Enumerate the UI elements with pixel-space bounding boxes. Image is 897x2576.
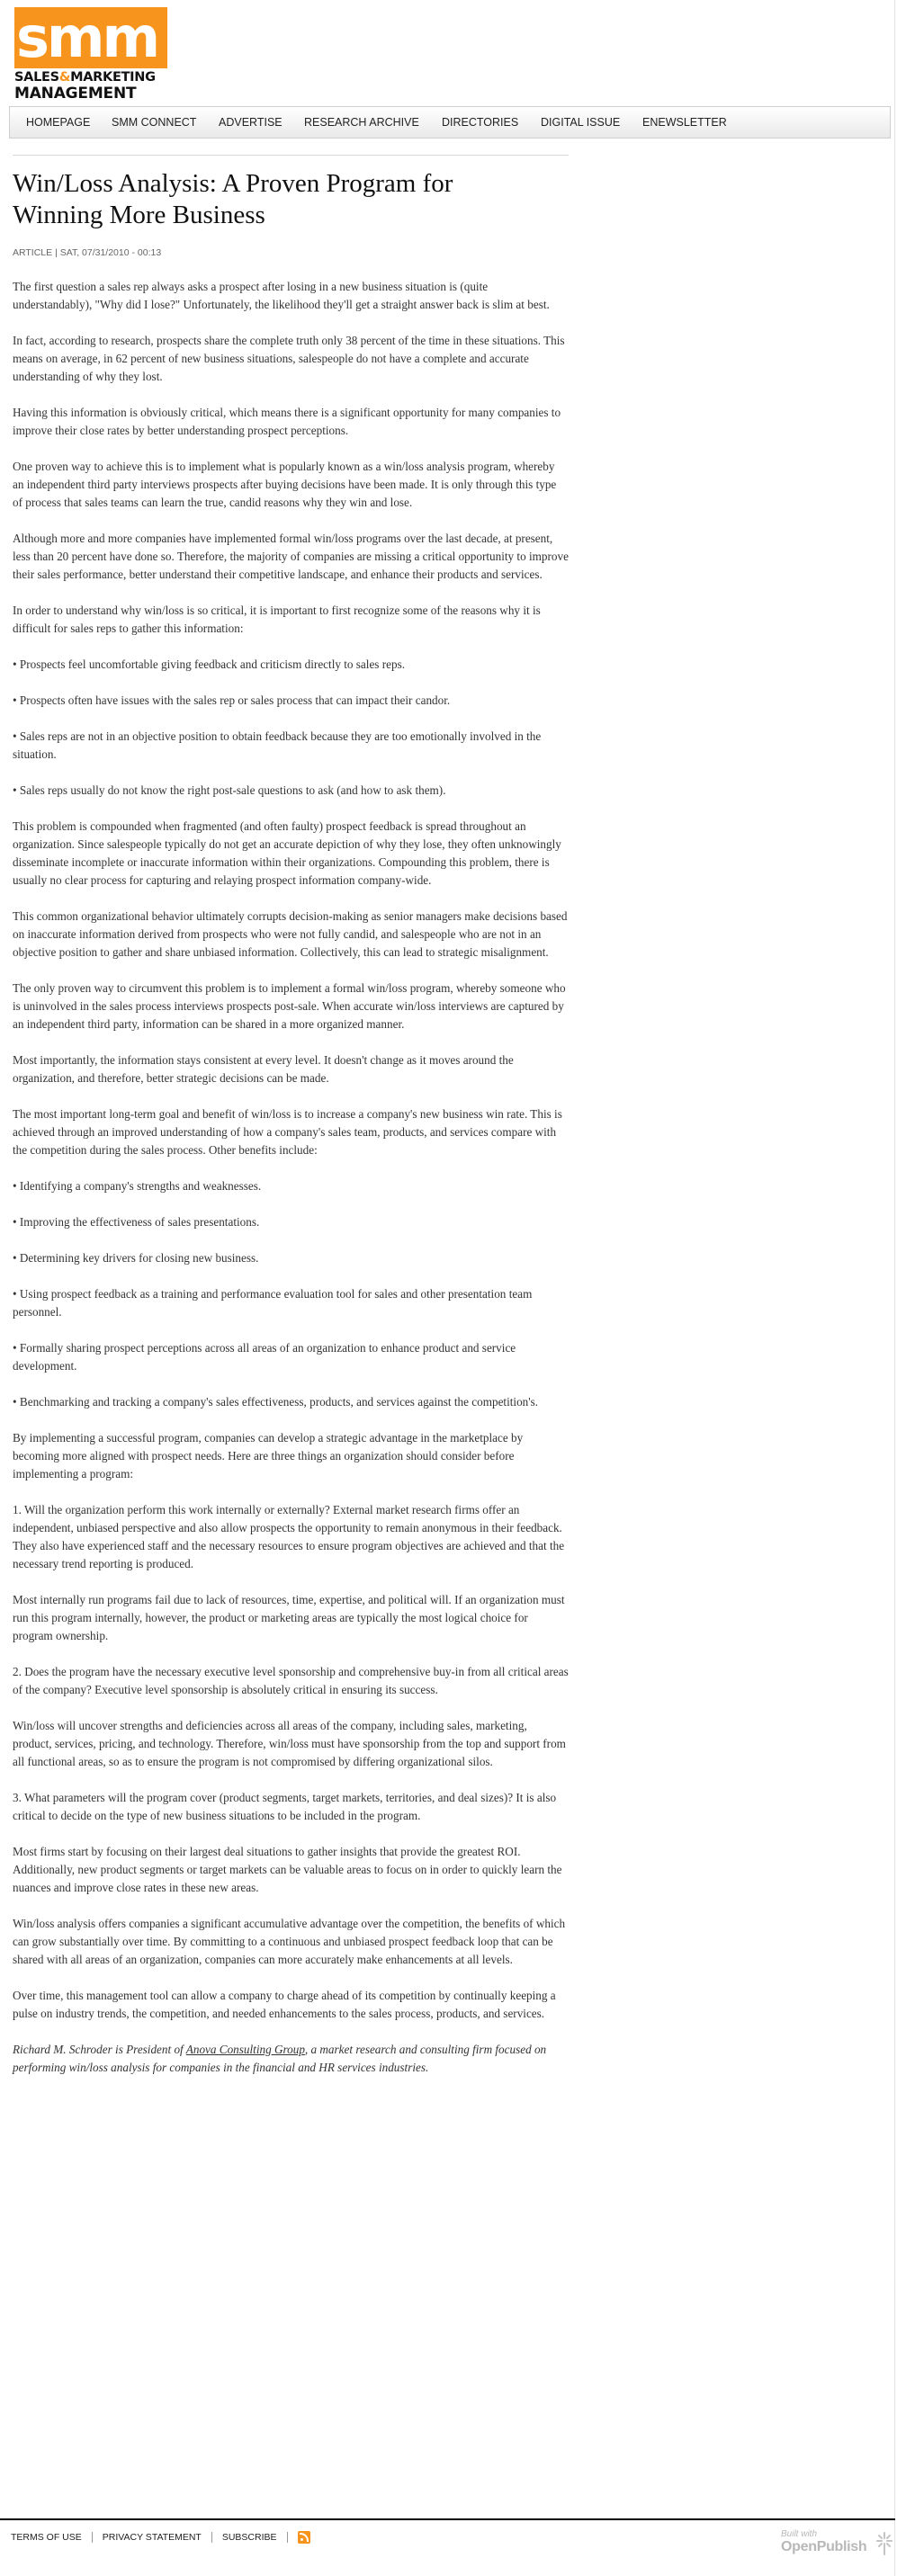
main-nav xyxy=(9,106,891,139)
article-bullet: • Prospects feel uncomfortable giving feedback and criticism directly to sales reps. xyxy=(13,657,405,671)
article-paragraph: Most internally run programs fail due to lack of resources, time, expertise, and political will. If an organization must run this program internally, however, the product or marketing areas are typically the most logical choice for program ownership. xyxy=(13,1593,565,1642)
article-paragraph: This common organizational behavior ultimately corrupts decision-making as senior managers make decisions based on inaccurate information derived from prospects who were not fully candid, and salespeople who are not in an objective position to gather and share unbiased information. Collectively, this can lead to strategic misalignment. xyxy=(13,909,568,959)
nav-smm-connect[interactable]: SMM CONNECT xyxy=(112,116,197,129)
article-bullet: • Sales reps usually do not know the right post-sale questions to ask (and how to ask them). xyxy=(13,783,446,797)
footer-separator xyxy=(287,2532,288,2543)
footer-privacy-statement-link[interactable]: PRIVACY STATEMENT xyxy=(102,2532,202,2543)
nav-advertise[interactable]: ADVERTISE xyxy=(219,116,283,129)
nav-directories[interactable]: DIRECTORIES xyxy=(442,116,519,129)
article-bullet: • Benchmarking and tracking a company's sales effectiveness, products, and services against the competition's. xyxy=(13,1395,539,1409)
nav-digital-issue[interactable]: DIGITAL ISSUE xyxy=(541,116,621,129)
article-paragraph: The first question a sales rep always asks a prospect after losing in a new business situation is (quite understandably), "Why did I lose?" Unfortunately, the likelihood they'll get a straight answer back is slim at best. xyxy=(13,280,550,311)
openpublish-sparkle-icon xyxy=(875,2531,894,2556)
footer-terms-of-use-link[interactable]: TERMS OF USE xyxy=(11,2532,82,2543)
nav-homepage[interactable]: HOMEPAGE xyxy=(26,116,91,129)
article-paragraph: Over time, this management tool can allow a company to charge ahead of its competition by continually keeping a pulse on industry trends, the competition, and needed enhancements to the sales process, products, and services. xyxy=(13,1989,556,2020)
article-paragraph: The most important long-term goal and benefit of win/loss is to increase a company's new business win rate. This is achieved through an improved understanding of how a company's sales team, products, and services compare with the competition during the sales process. Other benefits include: xyxy=(13,1107,562,1157)
rss-icon[interactable] xyxy=(298,2531,310,2544)
article-paragraph: Most importantly, the information stays consistent at every level. It doesn't change as it moves around the organization, and therefore, better strategic decisions can be made. xyxy=(13,1053,514,1085)
article-body xyxy=(13,278,569,2095)
footer-separator xyxy=(211,2532,212,2543)
logo-tagline-line2: MANAGEMENT xyxy=(14,85,137,103)
article-bullet: • Improving the effectiveness of sales presentations. xyxy=(13,1215,260,1229)
article-paragraph: By implementing a successful program, companies can develop a strategic advantage in the marketplace by becoming more aligned with prospect needs. Here are three things an organization should consider before implementing a program: xyxy=(13,1431,524,1480)
logo-smm-mark: smm xyxy=(14,7,167,68)
article-bullet: • Prospects often have issues with the sales rep or sales process that can impact their candor. xyxy=(13,693,451,707)
article-paragraph: Although more and more companies have implemented formal win/loss programs over the last decade, at present, less than 20 percent have done so. Therefore, the majority of companies are missing a critical opportunity to improve their sales performance, better understand their competitive landscape, and enhance their products and services. xyxy=(13,532,569,581)
article-bullet: • Formally sharing prospect perceptions across all areas of an organization to enhance product and service development. xyxy=(13,1341,516,1373)
article-paragraph: Having this information is obviously critical, which means there is a significant opportunity for many companies to improve their close rates by better understanding prospect perceptions. xyxy=(13,406,561,437)
article-paragraph: 1. Will the organization perform this work internally or externally? External market research firms offer an independent, unbiased perspective and also allow prospects the opportunity to remain anonymous in their feedback. They also have experienced staff and the necessary resources to ensure program objectives are achieved and that the necessary trend reporting is produced. xyxy=(13,1503,565,1570)
article-bullet: • Identifying a company's strengths and weaknesses. xyxy=(13,1179,262,1193)
article-paragraph: Most firms start by focusing on their largest deal situations to gather insights that provide the greatest ROI. Additionally, new product segments or target markets can be valuable areas to focus on in order to quickly learn the nuances and improve close rates in these new areas. xyxy=(13,1845,562,1894)
nav-research-archive[interactable]: RESEARCH ARCHIVE xyxy=(304,116,419,129)
article-bullet: • Using prospect feedback as a training and performance evaluation tool for sales and other presentation team personnel. xyxy=(13,1287,533,1319)
article-paragraph: In fact, according to research, prospects share the complete truth only 38 percent of the time in these situations. This means on average, in 62 percent of new business situations, salespeople do not have a complete and accurate understanding of why they lost. xyxy=(13,334,565,383)
article-paragraph: This problem is compounded when fragmented (and often faulty) prospect feedback is spread throughout an organization. Since salespeople typically do not get an accurate depiction of why they lose, they often unknowingly disseminate incomplete or inaccurate information within their organizations. Compounding this problem, there is usually no clear process for capturing and relaying prospect information company-wide. xyxy=(13,819,561,887)
built-with-label: Built with xyxy=(781,2529,818,2539)
footer-subscribe-link[interactable]: SUBSCRIBE xyxy=(221,2532,277,2543)
article-paragraph: 2. Does the program have the necessary executive level sponsorship and comprehensive buy-in from all critical areas of the company? Executive level sponsorship is absolutely critical in ensuring its success. xyxy=(13,1665,569,1696)
article-paragraph: Win/loss will uncover strengths and deficiencies across all areas of the company, including sales, marketing, product, services, pricing, and technology. Therefore, win/loss must have sponsorship from the top and support from all functional areas, so as to ensure the program is not compromised by differing organizational silos. xyxy=(13,1719,566,1768)
article-paragraph: The only proven way to circumvent this problem is to implement a formal win/loss program, whereby someone who is uninvolved in the sales process interviews prospects post-sale. When accurate win/loss interviews are captured by an independent third party, information can be shared in a more organized manner. xyxy=(13,981,566,1031)
author-byline: Richard M. Schroder is President of Anova Consulting Group, a market research and consulting firm focused on performing win/loss analysis for companies in the financial and HR services industries. xyxy=(13,2043,547,2074)
article-paragraph: In order to understand why win/loss is so critical, it is important to first recognize some of the reasons why it is difficult for sales reps to gather this information: xyxy=(13,604,541,635)
built-with-openpublish-badge[interactable] xyxy=(781,2529,893,2565)
article-top-divider xyxy=(13,155,569,156)
author-company-link[interactable]: Anova Consulting Group xyxy=(185,2043,305,2056)
nav-enewsletter[interactable]: ENEWSLETTER xyxy=(642,116,727,129)
article-paragraph: 3. What parameters will the program cover (product segments, target markets, territories, and deal sizes)? It is also critical to decide on the type of new business situations to be included in the program. xyxy=(13,1791,557,1822)
article-bullet: • Sales reps are not in an objective position to obtain feedback because they are too emotionally involved in the situation. xyxy=(13,729,542,761)
footer-separator xyxy=(92,2532,93,2543)
article-meta: ARTICLE | SAT, 07/31/2010 - 00:13 xyxy=(13,247,162,258)
footer-links xyxy=(11,2531,310,2547)
article-title: Win/Loss Analysis: A Proven Program for Winning More Business xyxy=(13,169,453,229)
footer-rule xyxy=(0,2518,895,2520)
logo-tagline-line1: SALES&MARKETING xyxy=(14,70,156,85)
article-bullet: • Determining key drivers for closing new business. xyxy=(13,1251,259,1265)
article-paragraph: Win/loss analysis offers companies a significant accumulative advantage over the competition, the benefits of which can grow substantially over time. By committing to a continuous and unbiased prospect feedback loop that can be shared with all areas of an organization, companies can more accurately make enhancements at all levels. xyxy=(13,1917,566,1966)
openpublish-label: OpenPublish xyxy=(781,2539,867,2554)
site-logo[interactable] xyxy=(14,7,167,103)
article-paragraph: One proven way to achieve this is to implement what is popularly known as a win/loss analysis program, whereby an independent third party interviews prospects after buying decisions have been made. It is only through this type of process that sales teams can learn the true, candid reasons why they win and lose. xyxy=(13,460,557,509)
